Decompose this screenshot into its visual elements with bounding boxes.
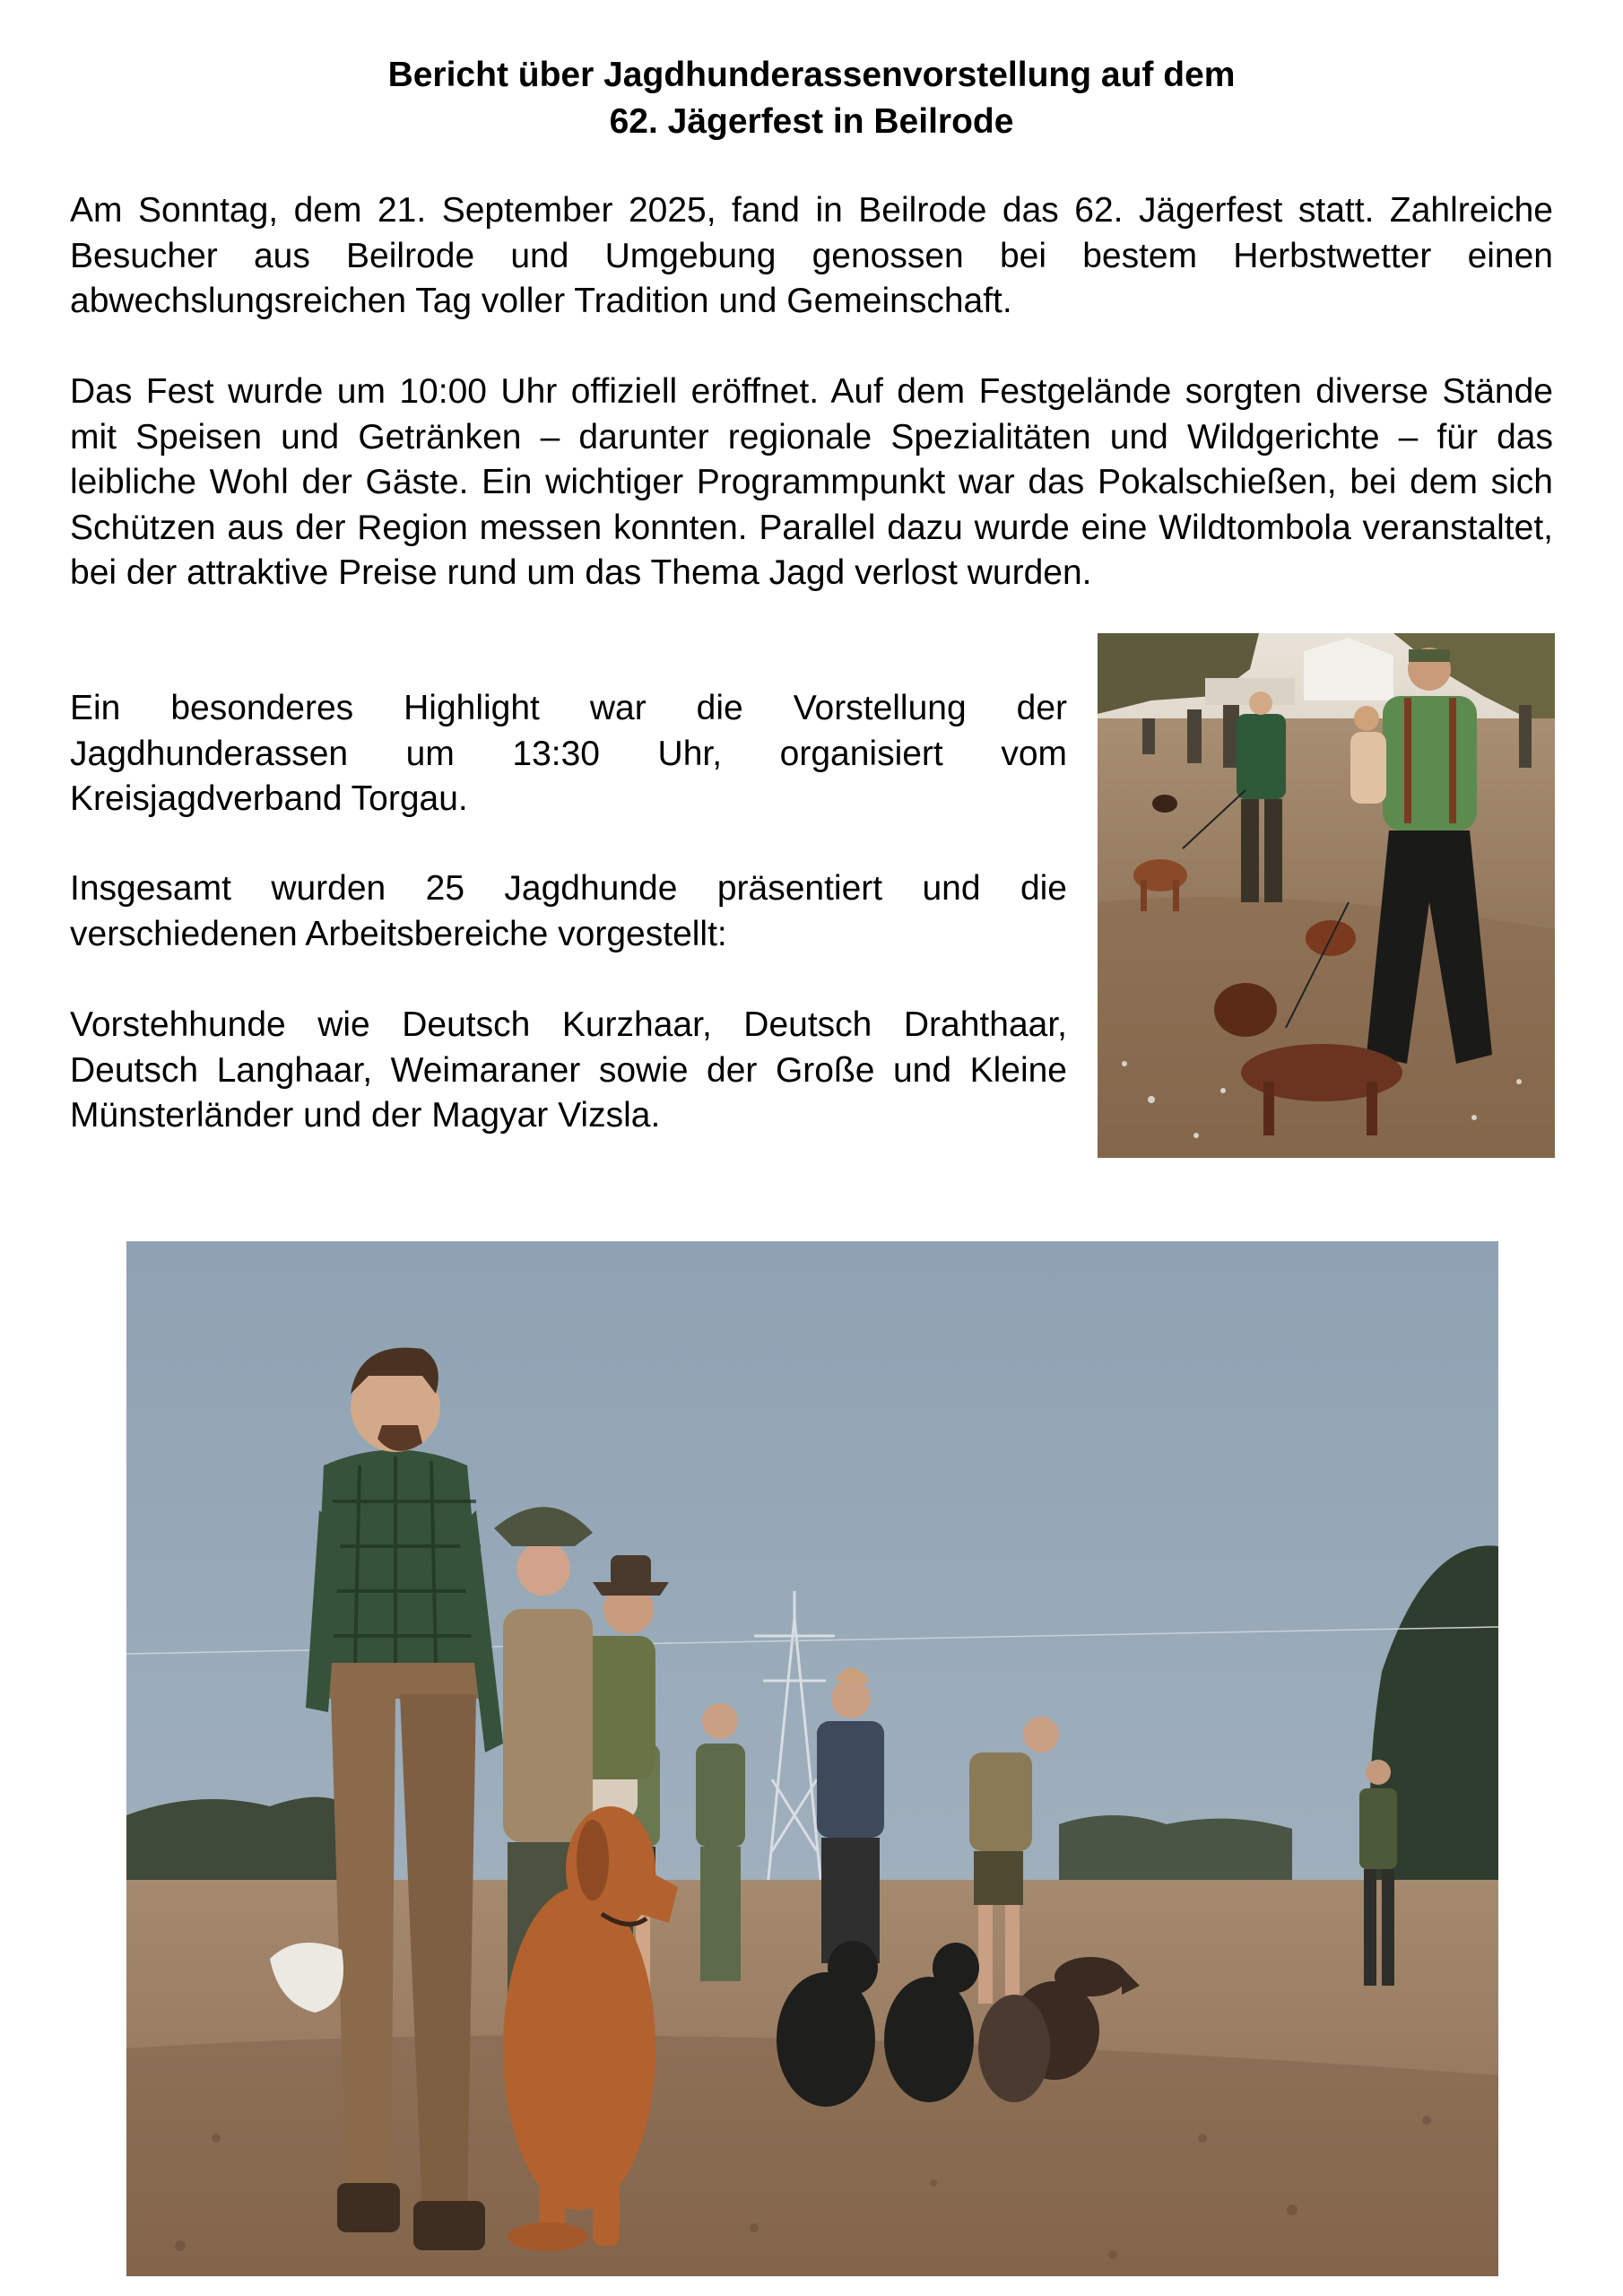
paragraph-intro: Am Sonntag, dem 21. September 2025, fand in Beilrode das 62. Jägerfest statt. Zahlreiche Besucher aus Beilrode und Umgebung genossen bei bestem Herbstwetter einen abwechslungsreichen Tag voller Tradition und Gemeinschaft. xyxy=(70,191,1553,320)
paragraph-dog-count: Insgesamt wurden 25 Jagdhunde präsentiert und die verschiedenen Arbeitsbereiche vorgestellt: xyxy=(70,869,1067,953)
paragraph-festival-program: Das Fest wurde um 10:00 Uhr offiziell eröffnet. Auf dem Festgelände sorgten diverse Stände mit Speisen und Getränken – darunter regionale Spezialitäten und Wildgerichte – für das leibliche Wohl der Gäste. Ein wichtiger Programmpunkt war das Pokalschießen, bei dem sich Schützen aus der Region messen konnten. Parallel dazu wurde eine Wildtombola veranstaltet, bei der attraktive Preise rund um das Thema Jagd verlost wurden. xyxy=(70,372,1553,592)
title-line-1: Bericht über Jagdhunderassenvorstellung auf dem xyxy=(387,56,1236,94)
photo-hunters-with-dogs xyxy=(1098,633,1555,1158)
title-line-2: 62. Jägerfest in Beilrode xyxy=(609,102,1014,141)
paragraph-pointing-dogs: Vorstehhunde wie Deutsch Kurzhaar, Deutsch Drahthaar, Deutsch Langhaar, Weimaraner sowie der Große und Kleine Münsterländer und der Magyar Vizsla. xyxy=(70,1005,1067,1135)
document-title xyxy=(0,52,1623,145)
photo-dog-handlers-lineup xyxy=(126,1241,1498,2276)
paragraph-highlight: Ein besonderes Highlight war die Vorstellung der Jagdhunderassen um 13:30 Uhr, organisiert vom Kreisjagdverband Torgau. xyxy=(70,689,1067,818)
